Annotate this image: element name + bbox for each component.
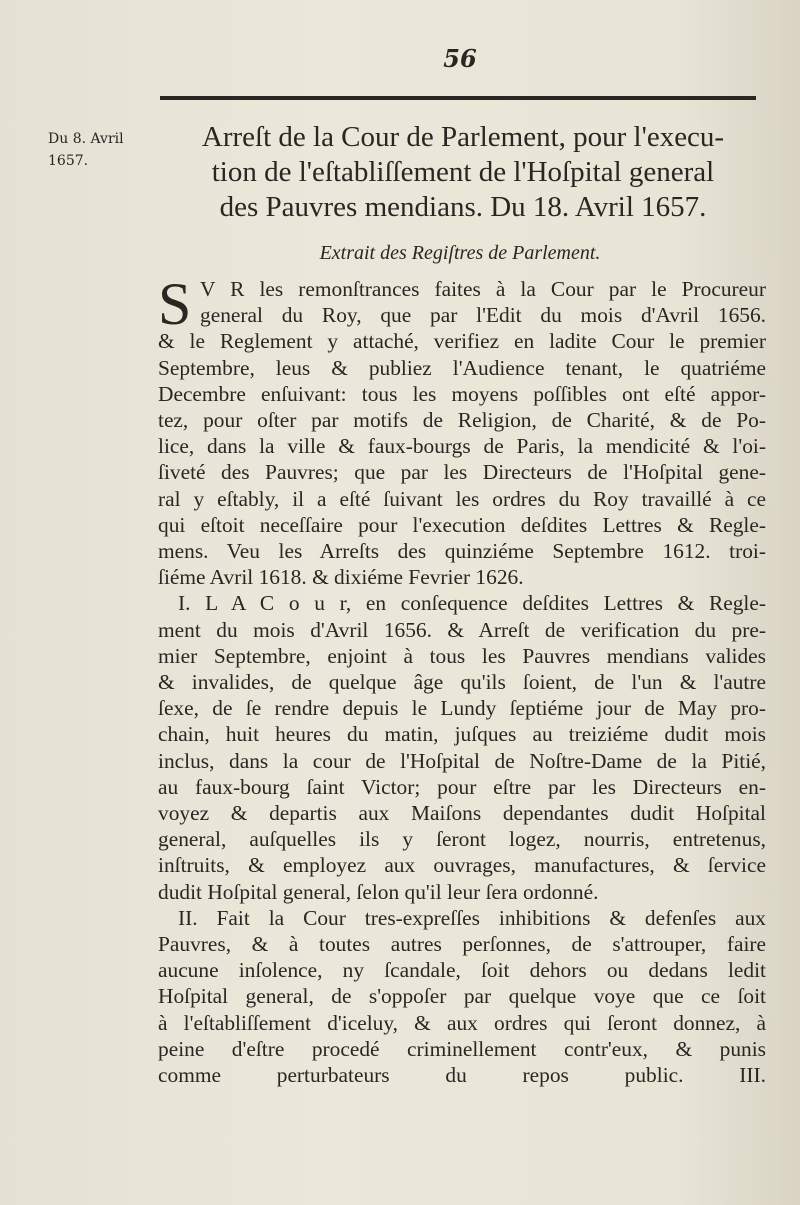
text-line: comme perturbateurs du repos public. (158, 1063, 684, 1088)
text-line: chain, huit heures du matin, juſques au treiziéme dudit mois (158, 722, 766, 747)
text-line: à l'eſtabliſſement d'iceluy, & aux ordres qui ſeront donnez, à (158, 1010, 766, 1035)
text-line: Hoſpital general, de s'oppoſer par quelque voye que ce ſoit (158, 984, 766, 1009)
text-line: ral y eſtably, il a eſté ſuivant les ordres du Roy travaillé à ce (158, 486, 766, 511)
text-line: mier Septembre, enjoint à tous les Pauvres mendians valides (158, 643, 766, 668)
text-line: aucune inſolence, ny ſcandale, ſoit dehors ou dedans ledit (158, 958, 766, 983)
title-line: Arreſt de la Cour de Parlement, pour l'execu- (201, 121, 725, 153)
text-line: tez, pour oſter par motifs de Religion, de Charité, & de Po- (158, 408, 766, 433)
header-rule (160, 96, 756, 100)
text-line: & le Reglement y attaché, verifiez en ladite Cour le premier (158, 329, 766, 354)
text-line: general du Roy, que par l'Edit du mois d'Avril 1656. (200, 303, 766, 328)
title-line: tion de l'eſtabliſſement de l'Hoſpital general (211, 156, 715, 188)
text-line: Decembre enſuivant: tous les moyens poſſibles ont eſté appor- (158, 381, 766, 406)
title-line: des Pauvres mendians. Du 18. Avril 1657. (219, 191, 707, 223)
margin-note (48, 128, 148, 172)
text-line: qui eſtoit neceſſaire pour l'execution deſdites Lettres & Regle- (158, 512, 766, 537)
text-line: lice, dans la ville & faux-bourgs de Paris, la mendicité & l'oi- (158, 434, 766, 459)
drop-cap: S (158, 271, 192, 337)
page-number: 56 (443, 44, 477, 73)
document-title (158, 120, 768, 225)
text-line: I. L A C o u r, en conſequence deſdites Lettres & Regle- (178, 591, 766, 616)
text-line: ſiveté des Pauvres; que par les Directeurs de l'Hoſpital gene- (158, 460, 766, 485)
margin-note-year: 1657. (48, 153, 89, 169)
text-line: ment du mois d'Avril 1656. & Arreſt de verification du pre- (158, 617, 766, 642)
text-line: mens. Veu les Arreſts des quinziéme Septembre 1612. troi- (158, 539, 766, 564)
text-line: peine d'eſtre procedé criminellement contr'eux, & punis (158, 1036, 766, 1061)
text-line: & invalides, de quelque âge qu'ils ſoient, de l'un & l'autre (158, 670, 766, 695)
text-line: ſiéme Avril 1618. & dixiéme Fevrier 1626. (158, 565, 524, 590)
text-line: Pauvres, & à toutes autres perſonnes, de s'attrouper, faire (158, 932, 766, 957)
text-line: inſtruits, & employez aux ouvrages, manufactures, & ſervice (158, 853, 766, 878)
text-line: dudit Hoſpital general, ſelon qu'il leur ſera ordonné. (158, 879, 599, 904)
text-line-with-catchword (158, 1062, 766, 1088)
text-line: II. Fait la Cour tres-expreſſes inhibitions & defenſes aux (178, 905, 766, 930)
catchword: III. (739, 1063, 766, 1088)
text-line: general, auſquelles ils y ſeront logez, nourris, entretenus, (158, 827, 766, 852)
text-line: au faux-bourg ſaint Victor; pour eſtre par les Directeurs en- (158, 774, 766, 799)
text-line: V R les remonſtrances faites à la Cour par le Procureur (200, 277, 766, 301)
body-text (158, 271, 766, 1088)
text-line: ſexe, de ſe rendre depuis le Lundy ſeptiéme jour de May pro- (158, 696, 766, 721)
text-line: inclus, dans la cour de l'Hoſpital de Noſtre-Dame de la Pitié, (158, 748, 766, 773)
text-line: voyez & departis aux Maiſons dependantes dudit Hoſpital (158, 801, 766, 826)
margin-note-date: Du 8. Avril (48, 131, 124, 147)
text-line: Septembre, leus & publiez l'Audience tenant, le quatriéme (158, 355, 766, 380)
document-subtitle: Extrait des Regiſtres de Parlement. (319, 242, 601, 264)
